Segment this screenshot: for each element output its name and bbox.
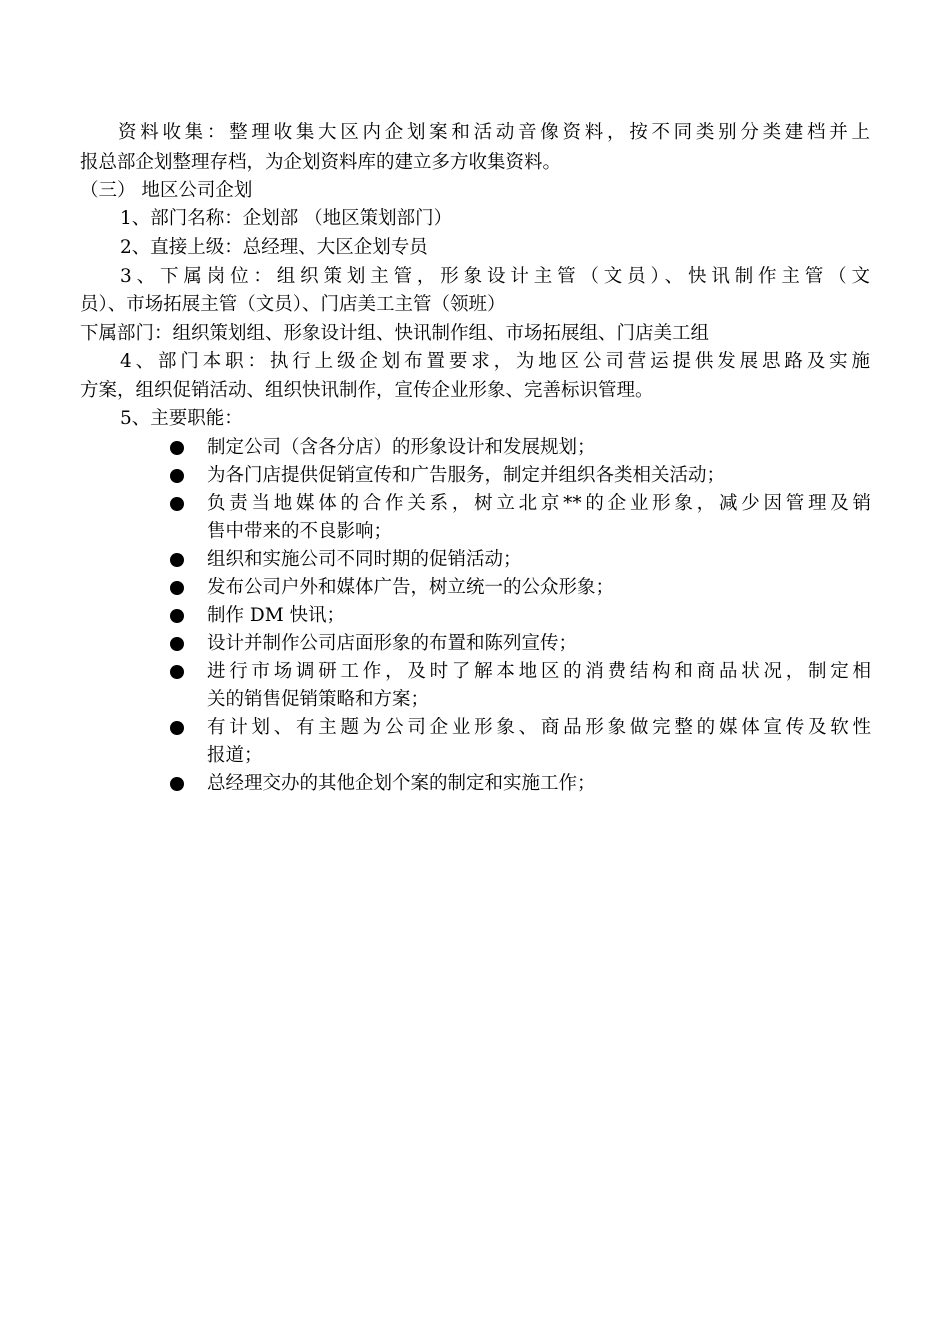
bullet-icon [170, 581, 184, 595]
item-dept-name: 1、部门名称：企划部 （地区策划部门） [120, 208, 453, 229]
function-item-8-line-2: 关的销售促销策略和方案； [207, 689, 430, 710]
function-item-1: 制定公司（含各分店）的形象设计和发展规划； [207, 437, 596, 458]
function-item-9-line-1: 有计划、有主题为公司企业形象、商品形象做完整的媒体宣传及软性 [207, 717, 871, 738]
function-item-9-line-2: 报道； [207, 745, 263, 766]
bullet-icon [170, 777, 184, 791]
function-item-6: 制作 DM 快讯； [207, 605, 346, 626]
item-positions-line-2: 员）、市场拓展主管（文员）、门店美工主管（领班） [80, 294, 506, 315]
bullet-icon [170, 721, 184, 735]
bullet-icon [170, 637, 184, 651]
function-item-5: 发布公司户外和媒体广告，树立统一的公众形象； [207, 577, 615, 598]
item-sub-depts: 下属部门：组织策划组、形象设计组、快讯制作组、市场拓展组、门店美工组 [80, 323, 710, 344]
bullet-icon [170, 469, 184, 483]
bullet-icon [170, 441, 184, 455]
function-item-10: 总经理交办的其他企划个案的制定和实施工作； [207, 773, 596, 794]
intro-line-2: 报总部企划整理存档，为企划资料库的建立多方收集资料。 [80, 152, 562, 173]
function-item-2: 为各门店提供促销宣传和广告服务，制定并组织各类相关活动； [207, 465, 726, 486]
item-positions-line-1: 3、下属岗位：组织策划主管，形象设计主管（文员）、快讯制作主管（文 [120, 266, 870, 287]
function-item-8-line-1: 进行市场调研工作，及时了解本地区的消费结构和商品状况，制定相 [207, 661, 871, 682]
bullet-icon [170, 497, 184, 511]
item-functions-heading: 5、主要职能： [120, 408, 243, 429]
item-superior: 2、直接上级：总经理、大区企划专员 [120, 237, 428, 258]
section-heading: （三） 地区公司企划 [80, 180, 253, 201]
item-duty-line-1: 4、部门本职：执行上级企划布置要求，为地区公司营运提供发展思路及实施 [120, 351, 870, 372]
bullet-icon [170, 553, 184, 567]
function-item-3-line-2: 售中带来的不良影响； [207, 521, 393, 542]
function-item-4: 组织和实施公司不同时期的促销活动； [207, 549, 522, 570]
function-item-3-line-1: 负责当地媒体的合作关系，树立北京**的企业形象，减少因管理及销 [207, 493, 871, 514]
function-item-7: 设计并制作公司店面形象的布置和陈列宣传； [207, 633, 578, 654]
bullet-icon [170, 665, 184, 679]
bullet-icon [170, 609, 184, 623]
intro-line-1: 资料收集：整理收集大区内企划案和活动音像资料，按不同类别分类建档并上 [118, 122, 870, 143]
item-duty-line-2: 方案，组织促销活动、组织快讯制作，宣传企业形象、完善标识管理。 [80, 380, 654, 401]
